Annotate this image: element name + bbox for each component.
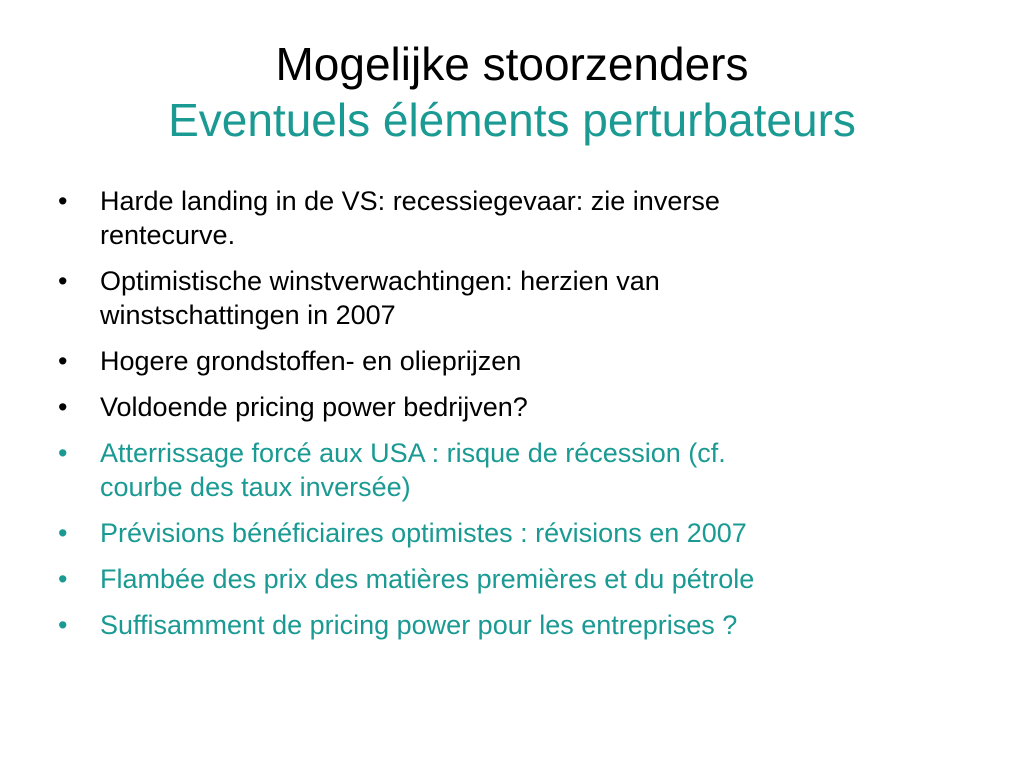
bullet-icon: • [58,186,68,216]
bullet-item-fr-4 [58,608,998,642]
bullet-icon: • [58,564,68,594]
title-french: Eventuels éléments perturbateurs [168,94,856,146]
bullet-text [100,608,998,642]
bullet-text-line: winstschattingen in 2007 [100,300,396,330]
title-dutch: Mogelijke stoorzenders [275,38,749,90]
bullet-text [100,436,998,504]
bullet-text-line: Harde landing in de VS: recessiegevaar: zie inverse [100,186,720,216]
bullet-text-line: Flambée des prix des matières premières et du pétrole [100,564,755,594]
bullet-item-nl-3 [58,344,998,378]
bullet-text-line: Voldoende pricing power bedrijven? [100,392,528,422]
bullet-item-fr-2 [58,516,998,550]
bullet-icon: • [58,266,68,296]
bullet-item-fr-3 [58,562,998,596]
bullet-item-fr-1 [58,436,998,504]
bullet-icon: • [58,610,68,640]
bullet-text-line: Atterrissage forcé aux USA : risque de récession (cf. [100,438,726,468]
bullet-text [100,344,998,378]
bullet-icon: • [58,438,68,468]
bullet-item-nl-1 [58,184,998,252]
bullet-icon: • [58,346,68,376]
bullet-text [100,562,998,596]
bullet-text [100,390,998,424]
slide-title [0,36,1024,148]
bullet-text-line: Optimistische winstverwachtingen: herzien van [100,266,660,296]
bullet-text [100,184,998,252]
bullet-text-line: Suffisamment de pricing power pour les entreprises ? [100,610,738,640]
bullet-text [100,516,998,550]
bullet-item-nl-4 [58,390,998,424]
bullet-list [58,184,998,654]
bullet-text-line: courbe des taux inversée) [100,472,411,502]
bullet-text-line: Hogere grondstoffen- en olieprijzen [100,346,522,376]
bullet-icon: • [58,518,68,548]
bullet-text-line: rentecurve. [100,220,236,250]
bullet-item-nl-2 [58,264,998,332]
bullet-icon: • [58,392,68,422]
bullet-text [100,264,998,332]
bullet-text-line: Prévisions bénéficiaires optimistes : révisions en 2007 [100,518,747,548]
